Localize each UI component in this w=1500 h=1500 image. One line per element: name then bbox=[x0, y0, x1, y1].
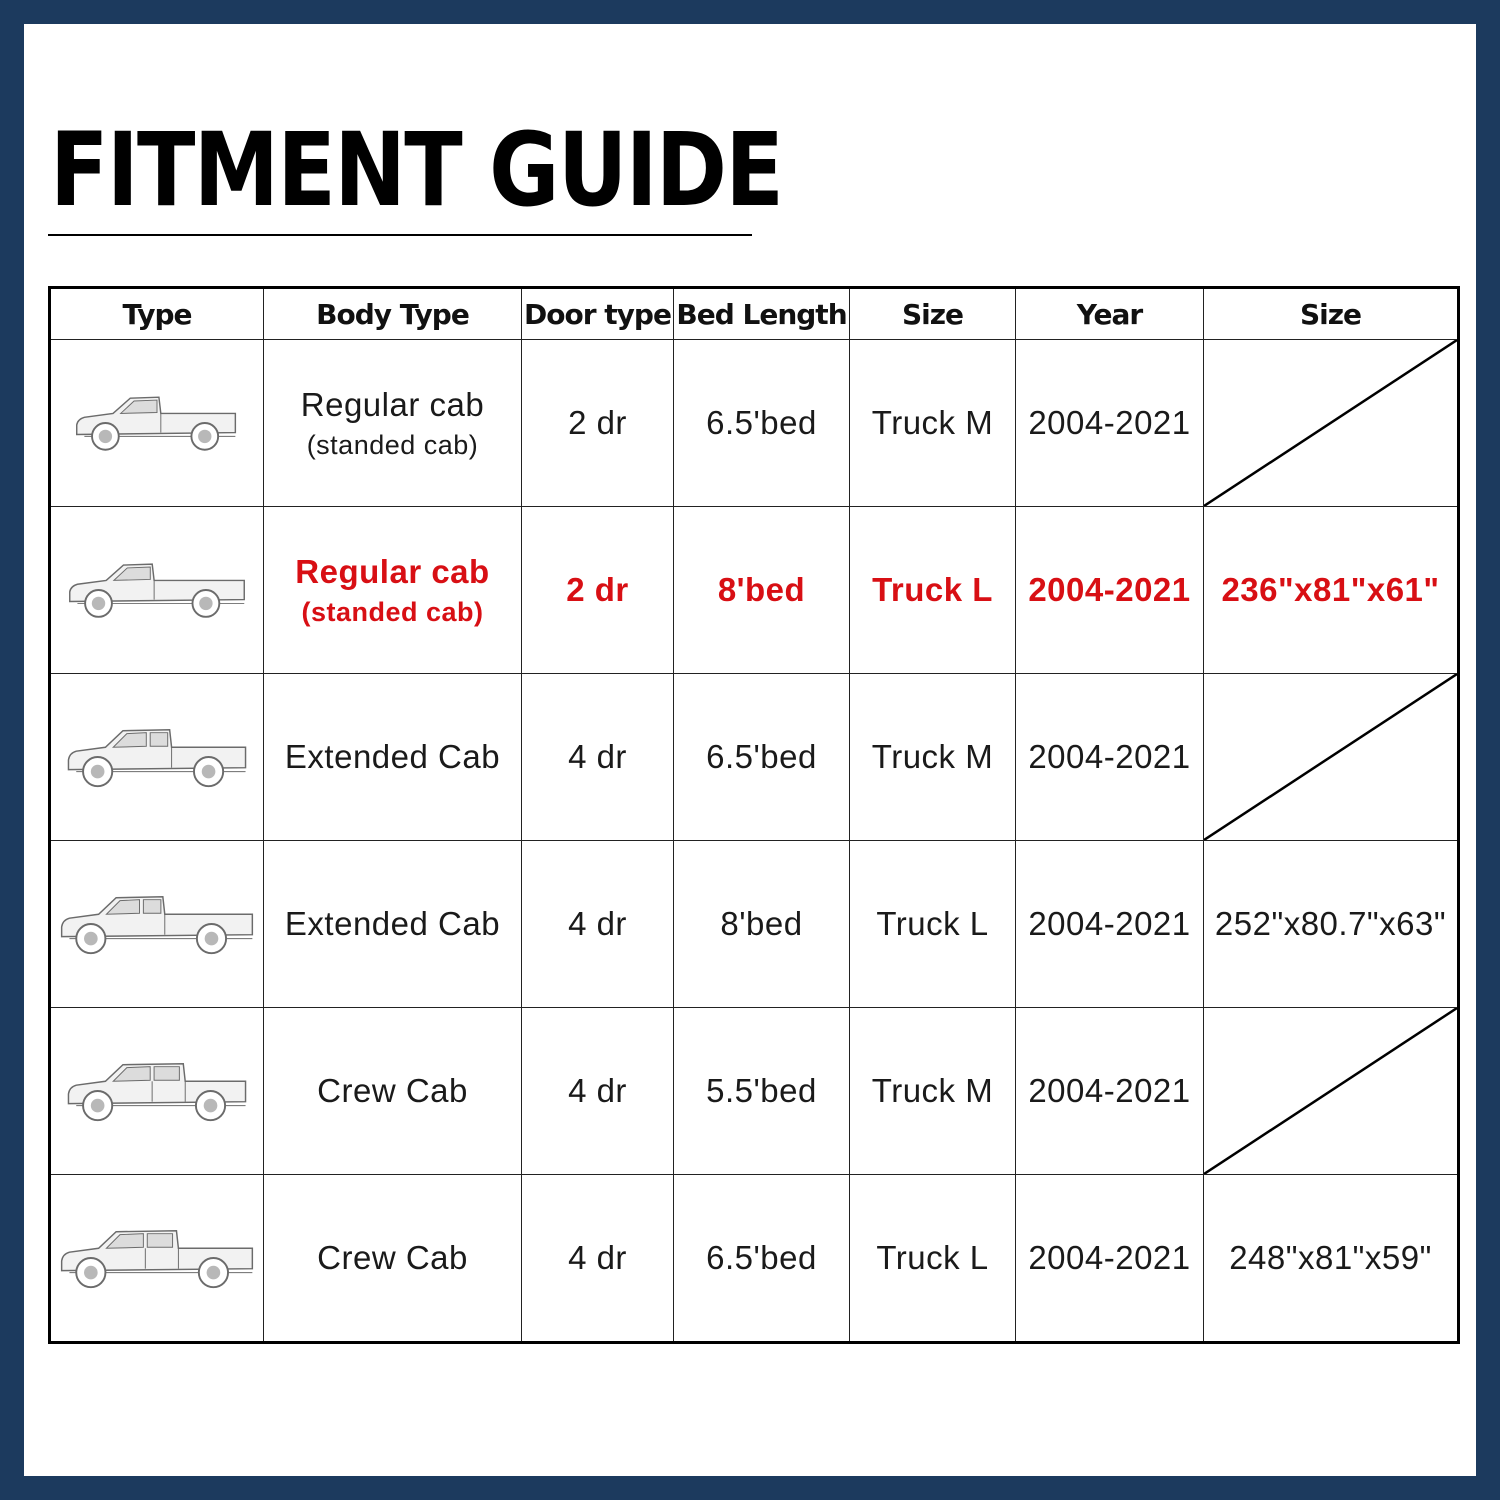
title-underline bbox=[48, 234, 752, 236]
not-available-cell bbox=[1204, 1008, 1459, 1175]
header-dimensions: Size bbox=[1204, 288, 1459, 340]
bed-length-cell: 8'bed bbox=[674, 841, 850, 1008]
regular-cab-long-bed-truck-icon bbox=[50, 507, 264, 674]
size-cell: Truck L bbox=[850, 507, 1016, 674]
body-type-sublabel: (standed cab) bbox=[306, 429, 479, 460]
year-cell: 2004-2021 bbox=[1016, 674, 1204, 841]
diagonal-slash-icon bbox=[1204, 1008, 1457, 1174]
body-type-cell bbox=[264, 1175, 522, 1343]
bed-length-cell: 6.5'bed bbox=[674, 1175, 850, 1343]
body-type-label: Crew Cab bbox=[317, 1072, 468, 1109]
extended-cab-long-bed-truck-icon bbox=[50, 841, 264, 1008]
header-year: Year bbox=[1016, 288, 1204, 340]
body-type-label: Crew Cab bbox=[317, 1239, 468, 1276]
door-type-cell: 2 dr bbox=[522, 340, 674, 507]
body-type-label: Extended Cab bbox=[284, 905, 501, 942]
header-type: Type bbox=[50, 288, 264, 340]
body-type-cell bbox=[264, 340, 522, 507]
body-type-label: Regular cab bbox=[300, 385, 485, 423]
body-type-cell bbox=[264, 841, 522, 1008]
body-type-cell bbox=[264, 507, 522, 674]
header-row bbox=[50, 288, 1459, 340]
bed-length-cell: 5.5'bed bbox=[674, 1008, 850, 1175]
size-cell: Truck M bbox=[850, 1008, 1016, 1175]
table-row bbox=[50, 340, 1459, 507]
crew-cab-short-bed-truck-icon bbox=[50, 1008, 264, 1175]
table-row-highlighted bbox=[50, 507, 1459, 674]
regular-cab-short-bed-truck-icon bbox=[50, 340, 264, 507]
body-type-sublabel: (standed cab) bbox=[301, 596, 484, 627]
dimensions-cell: 248"x81"x59" bbox=[1204, 1175, 1459, 1343]
table-row bbox=[50, 1008, 1459, 1175]
table-row bbox=[50, 674, 1459, 841]
year-cell: 2004-2021 bbox=[1016, 841, 1204, 1008]
crew-cab-standard-bed-truck-icon bbox=[50, 1175, 264, 1343]
bed-length-cell: 6.5'bed bbox=[674, 674, 850, 841]
dimensions-cell: 236"x81"x61" bbox=[1204, 507, 1459, 674]
door-type-cell: 4 dr bbox=[522, 1175, 674, 1343]
body-type-cell bbox=[264, 674, 522, 841]
bed-length-cell: 6.5'bed bbox=[674, 340, 850, 507]
door-type-cell: 4 dr bbox=[522, 841, 674, 1008]
door-type-cell: 4 dr bbox=[522, 674, 674, 841]
year-cell: 2004-2021 bbox=[1016, 1175, 1204, 1343]
year-cell: 2004-2021 bbox=[1016, 1008, 1204, 1175]
header-door-type: Door type bbox=[522, 288, 674, 340]
size-cell: Truck M bbox=[850, 674, 1016, 841]
header-body-type: Body Type bbox=[264, 288, 522, 340]
year-cell: 2004-2021 bbox=[1016, 507, 1204, 674]
fitment-table bbox=[48, 286, 1460, 1344]
size-cell: Truck M bbox=[850, 340, 1016, 507]
header-bed-length: Bed Length bbox=[674, 288, 850, 340]
door-type-cell: 2 dr bbox=[522, 507, 674, 674]
body-type-cell bbox=[264, 1008, 522, 1175]
diagonal-slash-icon bbox=[1204, 340, 1457, 506]
bed-length-cell: 8'bed bbox=[674, 507, 850, 674]
body-type-label: Extended Cab bbox=[284, 738, 501, 775]
table-row bbox=[50, 841, 1459, 1008]
header-size: Size bbox=[850, 288, 1016, 340]
not-available-cell bbox=[1204, 674, 1459, 841]
fitment-guide-panel bbox=[24, 24, 1476, 1476]
table-row bbox=[50, 1175, 1459, 1343]
diagonal-slash-icon bbox=[1204, 674, 1457, 840]
year-cell: 2004-2021 bbox=[1016, 340, 1204, 507]
page-title: FITMENT GUIDE bbox=[50, 111, 783, 230]
size-cell: Truck L bbox=[850, 841, 1016, 1008]
body-type-label: Regular cab bbox=[295, 552, 490, 590]
door-type-cell: 4 dr bbox=[522, 1008, 674, 1175]
not-available-cell bbox=[1204, 340, 1459, 507]
size-cell: Truck L bbox=[850, 1175, 1016, 1343]
dimensions-cell: 252"x80.7"x63" bbox=[1204, 841, 1459, 1008]
extended-cab-short-bed-truck-icon bbox=[50, 674, 264, 841]
